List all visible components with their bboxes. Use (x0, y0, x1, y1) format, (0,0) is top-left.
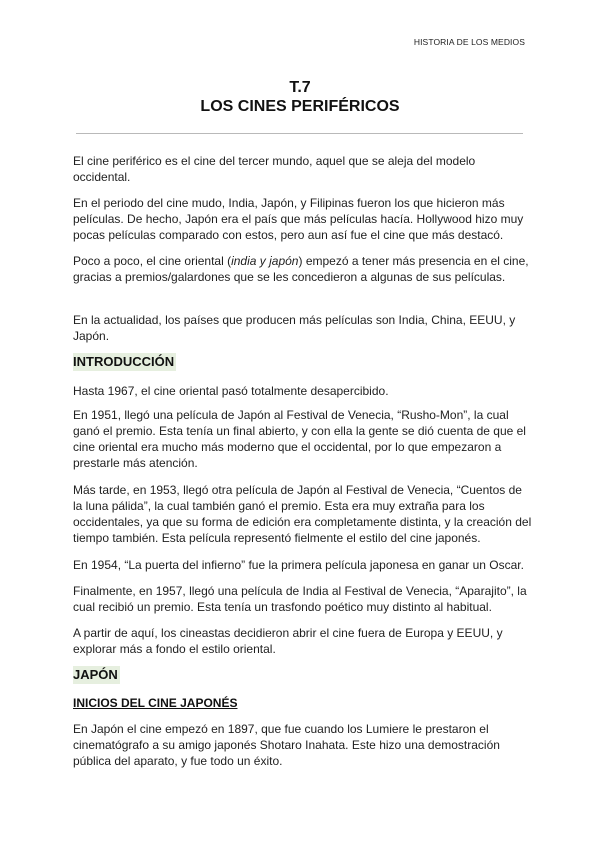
paragraph-intro-3-italic: india y japón (231, 254, 299, 268)
paragraph-intro-3 (73, 253, 533, 285)
paragraph-intro-1: El cine periférico es el cine del tercer mundo, aquel que se aleja del modelo occidental. (73, 154, 476, 184)
paragraph-intro-2: En el periodo del cine mudo, India, Japón, y Filipinas fueron los que hicieron más películas. De hecho, Japón era el país que más películas hacía. Hollywood hizo muy pocas películas comparado con estos, pero aun así fue el cine que más destacó. (73, 196, 524, 242)
paragraph-japon-1: En Japón el cine empezó en 1897, que fue cuando los Lumiere le prestaron el cinematógrafo a su amigo japonés Shotaro Inahata. Este hizo una demostración pública del aparato, y fue todo un éxito. (73, 722, 500, 768)
paragraph-intro-4: En la actualidad, los países que producen más películas son India, China, EEUU, y Japón. (73, 313, 516, 343)
paragraph-intro-3-end: ) empezó a tener más presencia en el cine, gracias a premios/galardones que se les concedieron a algunas de sus películas. (73, 254, 529, 284)
paragraph-introduccion-4: En 1954, “La puerta del infierno” fue la primera película japonesa en ganar un Oscar. (73, 558, 524, 572)
paragraph-introduccion-1: Hasta 1967, el cine oriental pasó totalmente desapercibido. (73, 384, 389, 398)
title-number: T.7 (289, 79, 311, 96)
subheading-inicios-cine-japones: INICIOS DEL CINE JAPONÉS (73, 696, 238, 710)
running-header: HISTORIA DE LOS MEDIOS (413, 37, 525, 47)
paragraph-introduccion-2: En 1951, llegó una película de Japón al Festival de Venecia, “Rusho-Mon”, la cual ganó el premio. Esta tenía un final abierto, y con ella la gente se dió cuenta de que el cine oriental era mucho más moderno que el occidental, por lo que empezaron a prestarle más atención. (73, 408, 526, 470)
paragraph-introduccion-5: Finalmente, en 1957, llegó una película de India al Festival de Venecia, “Aparajito”, la cual recibió un premio. Esta tenía un trasfondo poético muy distinto al habitual. (73, 584, 527, 614)
title-text: LOS CINES PERIFÉRICOS (200, 98, 400, 115)
heading-japon: JAPÓN (73, 667, 118, 682)
page-title (0, 78, 600, 116)
paragraph-intro-3-start: Poco a poco, el cine oriental ( (73, 254, 232, 268)
title-divider (76, 133, 523, 134)
heading-introduccion: INTRODUCCIÓN (73, 354, 175, 369)
paragraph-introduccion-3: Más tarde, en 1953, llegó otra película de Japón al Festival de Venecia, “Cuentos de la luna pálida”, la cual también ganó el premio. Esta era muy extraña para los occidentales, ya que su forma de edición era completamente distinta, y la creación del tiempo también. Esta película representó fielmente el estilo del cine japonés. (73, 483, 532, 545)
paragraph-introduccion-6: A partir de aquí, los cineastas decidieron abrir el cine fuera de Europa y EEUU, y explorar más a fondo el estilo oriental. (73, 626, 503, 656)
